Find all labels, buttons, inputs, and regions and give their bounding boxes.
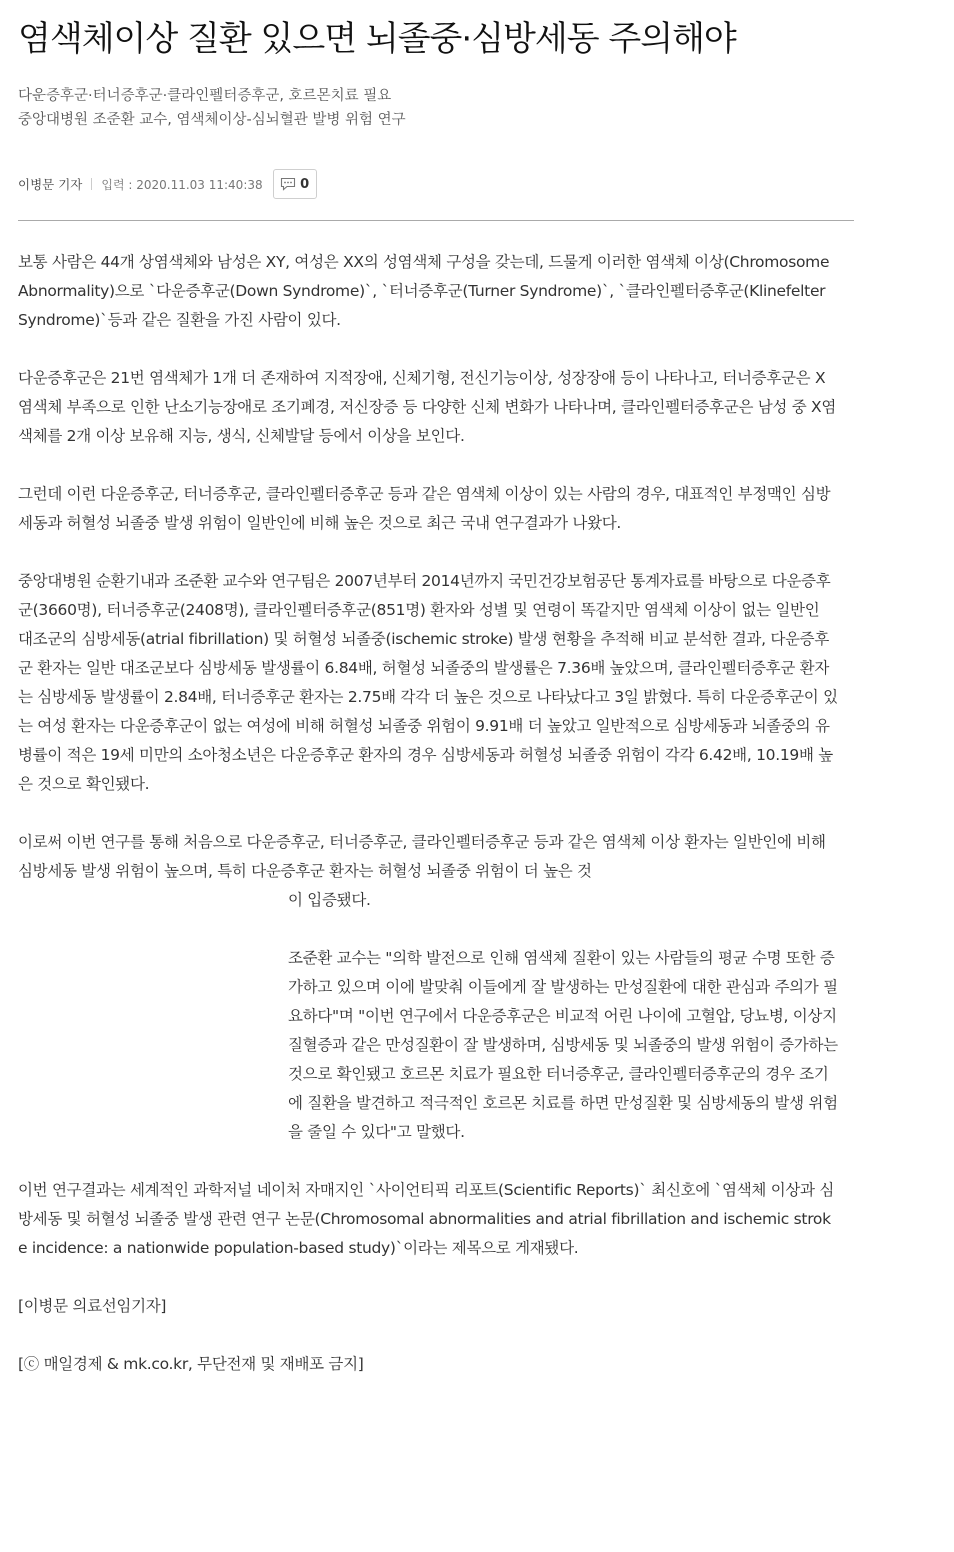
paragraph: 보통 사람은 44개 상염색체와 남성은 XY, 여성은 XX의 성염색체 구성을 갖는데, 드물게 이러한 염색체 이상(Chromosome Abnormality)으로 `다운증후군(Down Syndrome)`, `터너증후군(Turner Syndrome)`, `클라인펠터증후군(Klinefelter Syndrome)`등과 같은 질환을 가진 사람이 있다. [18,253,830,329]
paragraph: 중앙대병원 순환기내과 조준환 교수와 연구팀은 2007년부터 2014년까지 국민건강보험공단 통계자료를 바탕으로 다운증후군(3660명), 터너증후군(2408명), 클라인펠터증후군(851명) 환자와 성별 및 연령이 똑같지만 염색체 이상이 없는 일반인 대조군의 심방세동(atrial fibrillation) 및 허혈성 뇌졸중(ischemic stroke) 발생 현황을 추적해 비교 분석한 결과, 다운증후군 환자는 일반 대조군보다 심방세동 발생률이 6.84배, 허혈성 뇌졸중의 발생률은 7.36배 높았으며, 클라인펠터증후군 환자는 심방세동 발생률이 2.84배, 터너증후군 환자는 2.75배 각각 더 높은 것으로 나타났다고 3일 밝혔다. 특히 다운증후군이 있는 여성 환자는 다운증후군이 없는 여성에 비해 허혈성 뇌졸중 위험이 9.91배 더 높았고 일반적으로 심방세동과 뇌졸중의 유병률이 적은 19세 미만의 소아청소년은 다운증후군 환자의 경우 심방세동과 허혈성 뇌졸중 위험이 각각 6.42배, 10.19배 높은 것으로 확인됐다. [18,572,838,793]
meta-divider [91,178,92,190]
article-subtitle-1: 다운증후군·터너증후군·클라인펠터증후군, 호르몬치료 필요 [18,88,392,104]
paragraph: 이번 연구결과는 세계적인 과학저널 네이처 자매지인 `사이언티픽 리포트(Scientific Reports)` 최신호에 `염색체 이상과 심방세동 및 허혈성 뇌졸중 발생 관련 연구 논문(Chromosomal abnormalities and atrial fibrillation and ischemic stroke incidence: a nationwide population-based study)`이라는 제목으로 게재됐다. [18,1181,835,1257]
article-body [18,248,838,1408]
paragraph: 이로써 이번 연구를 통해 처음으로 다운증후군, 터너증후군, 클라인펠터증후군 등과 같은 염색체 이상 환자는 일반인에 비해 심방세동 발생 위험이 높으며, 특히 다운증후군 환자는 허혈성 뇌졸중 위험이 더 높은 것 [18,833,826,880]
header-divider [18,220,854,221]
published-time: 입력 : 2020.11.03 11:40:38 [101,177,263,192]
quote-paragraph: 조준환 교수는 "의학 발전으로 인해 염색체 질환이 있는 사람들의 평균 수명 또한 증가하고 있으며 이에 발맞춰 이들에게 잘 발생하는 만성질환에 대한 관심과 주의가 필요하다"며 "이번 연구에서 다운증후군은 비교적 어린 나이에 고혈압, 당뇨병, 이상지질혈증과 같은 만성질환이 잘 발생하며, 심방세동 및 뇌졸중의 발생 위험이 증가하는 것으로 확인됐고 호르몬 치료가 필요한 터너증후군, 클라인펠터증후군의 경우 조기에 질환을 발견하고 적극적인 호르몬 치료를 하면 만성질환 및 심방세동의 발생 위험을 줄일 수 있다"고 말했다. [288,949,838,1141]
comment-button[interactable] [273,169,317,199]
article-subtitle-2: 중앙대병원 조준환 교수, 염색체이상-심뇌혈관 발병 위험 연구 [18,112,406,128]
paragraph: 그런데 이런 다운증후군, 터너증후군, 클라인펠터증후군 등과 같은 염색체 이상이 있는 사람의 경우, 대표적인 부정맥인 심방세동과 허혈성 뇌졸중 발생 위험이 일반인에 비해 높은 것으로 최근 국내 연구결과가 나왔다. [18,485,831,532]
byline: [이병문 의료선임기자] [18,1297,167,1315]
reporter-link[interactable]: 이병문 기자 [18,177,83,192]
article-title: 염색체이상 질환 있으면 뇌졸중·심방세동 주의해야 [18,19,736,59]
comment-count: 0 [300,176,310,192]
paragraph: 이 입증됐다. [288,891,371,909]
paragraph: 다운증후군은 21번 염색체가 1개 더 존재하여 지적장애, 신체기형, 전신기능이상, 성장장애 등이 나타나고, 터너증후군은 X염색체 부족으로 인한 난소기능장애로 조기폐경, 저신장증 등 다양한 신체 변화가 나타나며, 클라인펠터증후군은 남성 중 X염색체를 2개 이상 보유해 지능, 생식, 신체발달 등에서 이상을 보인다. [18,369,837,445]
copyright: [ⓒ 매일경제 & mk.co.kr, 무단전재 및 재배포 금지] [18,1355,364,1373]
article-meta [18,167,317,201]
article-subtitles [18,84,858,132]
comment-icon [280,177,296,191]
